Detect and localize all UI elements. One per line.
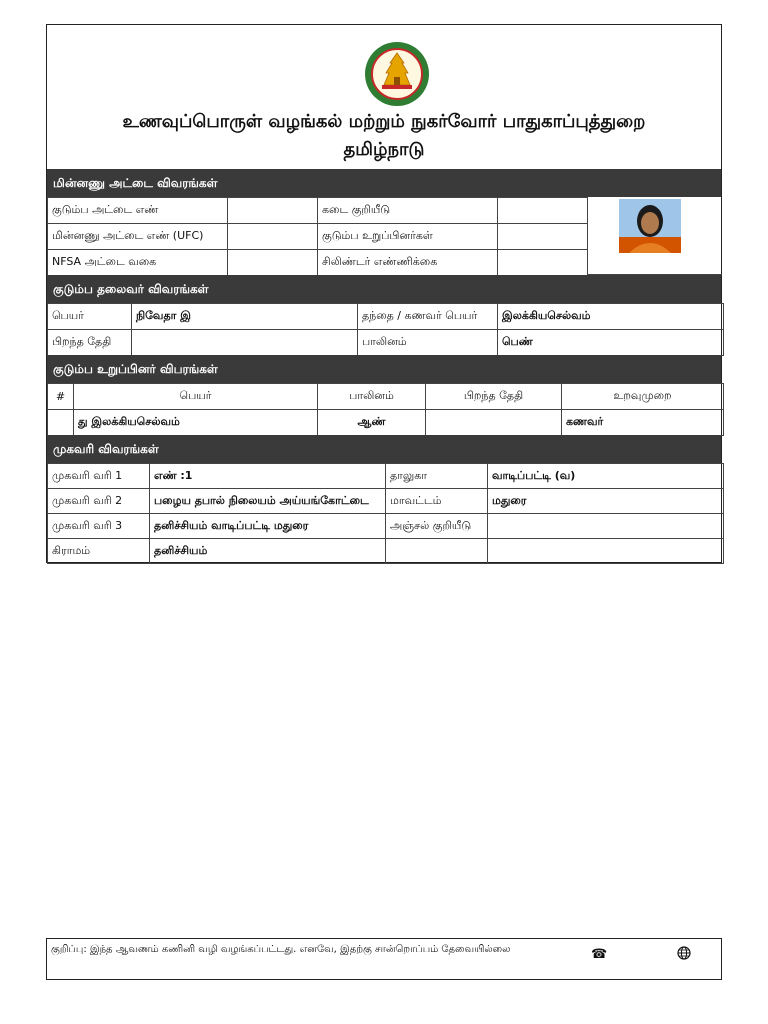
address-line2-label: முகவரி வரி 2 [48, 489, 150, 514]
document-footer [46, 938, 722, 980]
section-address-details: முகவரி விவரங்கள் [47, 435, 721, 463]
nfsa-value [228, 250, 318, 276]
taluk-value: வாடிப்பட்டி (வ) [488, 464, 724, 489]
section-member-details: குடும்ப உறுப்பினர் விபரங்கள் [47, 355, 721, 383]
cylinder-value [498, 250, 588, 276]
smart-card-document [46, 24, 722, 563]
family-card-no-label: குடும்ப அட்டை எண் [48, 198, 228, 224]
empty-cell [386, 539, 488, 564]
family-card-no-value [228, 198, 318, 224]
department-title: உணவுப்பொருள் வழங்கல் மற்றும் நுகர்வோர் பாதுகாப்புத்துறை [122, 111, 646, 132]
district-value: மதுரை [488, 489, 724, 514]
table-row [48, 410, 724, 436]
head-dob-label: பிறந்த தேதி [48, 330, 132, 356]
address-line3-value: தனிச்சியம் வாடிப்பட்டி மதுரை [150, 514, 386, 539]
card-details-table [47, 197, 588, 276]
member-relation: கணவர் [562, 410, 724, 436]
member-name: து இலக்கியசெல்வம் [74, 410, 318, 436]
head-dob-value [132, 330, 358, 356]
col-relation: உறவுமுறை [562, 384, 724, 410]
section-card-details: மின்னணு அட்டை விவரங்கள் [47, 169, 721, 197]
address-line1-label: முகவரி வரி 1 [48, 464, 150, 489]
village-label: கிராமம் [48, 539, 150, 564]
members-count-value [498, 224, 588, 250]
members-count-label: குடும்ப உறுப்பினர்கள் [318, 224, 498, 250]
father-name-value: இலக்கியசெல்வம் [498, 304, 724, 330]
head-details-table [47, 303, 724, 356]
district-label: மாவட்டம் [386, 489, 488, 514]
address-line1-value: எண் :1 [150, 464, 386, 489]
members-header-row [48, 384, 724, 410]
taluk-label: தாலுகா [386, 464, 488, 489]
father-name-label: தந்தை / கணவர் பெயர் [358, 304, 498, 330]
col-gender: பாலினம் [318, 384, 426, 410]
shop-code-label: கடை குறியீடு [318, 198, 498, 224]
col-num: # [48, 384, 74, 410]
nfsa-label: NFSA அட்டை வகை [48, 250, 228, 276]
address-line2-value: பழைய தபால் நிலையம் அய்யங்கோட்டை [150, 489, 386, 514]
pincode-value [488, 514, 724, 539]
cylinder-label: சிலிண்டர் எண்ணிக்கை [318, 250, 498, 276]
document-header [47, 25, 721, 169]
ufc-value [228, 224, 318, 250]
address-table [47, 463, 724, 564]
card-details-block [47, 197, 721, 275]
member-photo [619, 199, 681, 253]
members-table [47, 383, 724, 436]
village-value: தனிச்சியம் [150, 539, 386, 564]
head-gender-value: பெண் [498, 330, 724, 356]
member-gender: ஆண் [318, 410, 426, 436]
footer-note: குறிப்பு: இந்த ஆவணம் கணினி வழி வழங்கப்பட்டது. எனவே, இதற்கு சான்றொப்பம் தேவையில்லை [51, 944, 511, 955]
photo-cell [587, 197, 722, 275]
phone-icon[interactable]: ☎ [591, 947, 608, 962]
address-line3-label: முகவரி வரி 3 [48, 514, 150, 539]
member-dob [426, 410, 562, 436]
globe-icon[interactable] [677, 946, 691, 960]
col-name: பெயர் [74, 384, 318, 410]
member-num [48, 410, 74, 436]
head-name-label: பெயர் [48, 304, 132, 330]
col-dob: பிறந்த தேதி [426, 384, 562, 410]
ufc-label: மின்னணு அட்டை எண் (UFC) [48, 224, 228, 250]
pincode-label: அஞ்சல் குறியீடு [386, 514, 488, 539]
head-name-value: நிவேதா இ [132, 304, 358, 330]
empty-cell [488, 539, 724, 564]
shop-code-value [498, 198, 588, 224]
tamil-nadu-emblem-icon [364, 41, 430, 107]
head-gender-label: பாலினம் [358, 330, 498, 356]
state-title: தமிழ்நாடு [343, 139, 425, 160]
section-head-details: குடும்ப தலைவர் விவரங்கள் [47, 275, 721, 303]
